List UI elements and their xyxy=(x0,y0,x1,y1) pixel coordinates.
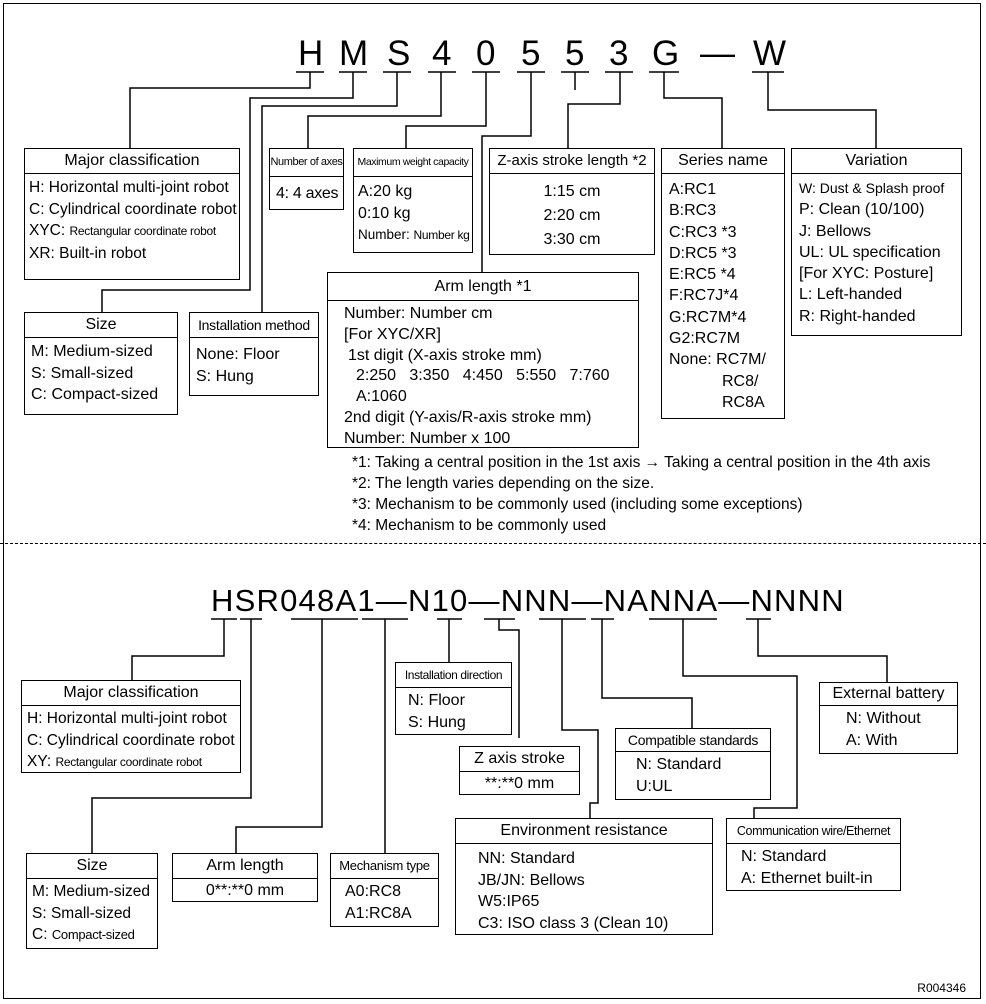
list-item: Number: Number cm xyxy=(344,305,493,322)
list-item: [For XYC: Posture] xyxy=(799,265,934,283)
code-char: 0 xyxy=(280,583,299,618)
installation-method-box xyxy=(189,312,319,396)
list-item: N: Standard xyxy=(741,848,827,865)
list-item: W: Dust & Splash proof xyxy=(799,180,945,196)
code-char: S xyxy=(234,583,257,618)
box-title: Z-axis stroke length *2 xyxy=(490,149,654,174)
list-item: A:RC1 xyxy=(669,181,717,198)
list-item: 4: 4 axes xyxy=(276,185,339,202)
list-item: A:20 kg xyxy=(358,183,413,200)
code-char: M xyxy=(339,34,369,73)
list-item: C3: ISO class 3 (Clean 10) xyxy=(478,914,669,932)
list-item: XR: Built-in robot xyxy=(29,244,147,262)
list-item: H: Horizontal multi-joint robot xyxy=(27,710,227,727)
z-axis-stroke-box xyxy=(459,746,580,795)
code-char: N xyxy=(547,583,572,618)
footnote: *1: Taking a central position in the 1st axis → Taking a central position in the 4th axis xyxy=(352,454,931,471)
code-char: H xyxy=(211,583,235,618)
list-item: RC8/ xyxy=(722,372,759,390)
list-item: 2nd digit (Y-axis/R-axis stroke mm) xyxy=(344,408,592,426)
code-char: 5 xyxy=(565,34,585,73)
list-item: N: Without xyxy=(846,710,921,727)
code-char: — xyxy=(700,34,735,73)
list-item: A1:RC8A xyxy=(345,904,412,922)
list-item: P: Clean (10/100) xyxy=(799,201,925,219)
list-item: None: Floor xyxy=(196,346,280,363)
mechanism-type-box xyxy=(330,853,439,927)
code-char: N xyxy=(797,583,822,618)
code-char: 5 xyxy=(521,34,541,73)
footnote: *2: The length varies depending on the size. xyxy=(352,475,655,492)
code-char: H xyxy=(298,34,324,73)
list-item: B:RC3 xyxy=(669,202,717,220)
list-item: 0:10 kg xyxy=(358,204,411,222)
list-item: W5:IP65 xyxy=(478,893,540,910)
box-title: Variation xyxy=(792,149,961,174)
list-item: None: RC7M/ xyxy=(669,351,766,369)
code-char: A xyxy=(696,583,719,618)
code-char: — xyxy=(571,583,604,618)
code-char: N xyxy=(603,583,628,618)
box-title: Arm length *1 xyxy=(328,273,638,301)
code-char: N xyxy=(774,583,798,618)
box-title: Mechanism type xyxy=(331,854,438,879)
footnotes xyxy=(352,452,930,536)
list-item: 1:15 cm xyxy=(543,183,601,200)
list-item: XYC: Rectangular coordinate robot xyxy=(29,222,216,239)
figure-id: R004346 xyxy=(917,981,966,995)
list-item: C: Cylindrical coordinate robot xyxy=(27,731,235,749)
list-item: N: Standard xyxy=(636,756,722,773)
box-title: Installation method xyxy=(190,313,318,338)
box-title: Compatible standards xyxy=(616,729,770,752)
code-char: R xyxy=(256,583,281,618)
list-item: A0:RC8 xyxy=(345,883,402,900)
footnote: *4: Mechanism to be commonly used xyxy=(352,517,607,534)
list-item: RC8A xyxy=(722,393,765,411)
major-classification-box xyxy=(24,148,240,280)
code-char: N xyxy=(407,583,432,618)
maximum-weight-box xyxy=(353,148,473,253)
list-item: H: Horizontal multi-joint robot xyxy=(29,179,229,196)
code-char: S xyxy=(387,34,411,73)
list-item: JB/JN: Bellows xyxy=(478,871,585,889)
list-item: XY: Rectangular coordinate robot xyxy=(27,753,202,770)
series-name-box xyxy=(661,148,785,419)
box-title: Size xyxy=(25,313,177,338)
list-item: R: Right-handed xyxy=(799,307,916,325)
size-box xyxy=(24,312,178,415)
list-item: S: Small-sized xyxy=(31,364,134,382)
list-item: 1st digit (X-axis stroke mm) xyxy=(348,346,542,364)
arm-length-box xyxy=(172,853,318,902)
list-item: 2:250 3:350 4:450 5:550 7:760 xyxy=(356,367,610,385)
list-item: L: Left-handed xyxy=(799,286,903,304)
list-item: C: Compact-sized xyxy=(32,926,135,943)
list-item: **:**0 mm xyxy=(484,775,555,792)
list-item: G2:RC7M xyxy=(669,330,741,348)
code-char: N xyxy=(649,583,673,618)
bottom-model-code xyxy=(211,583,845,619)
list-item: A: Ethernet built-in xyxy=(741,869,873,887)
code-char: — xyxy=(468,583,501,618)
list-item: NN: Standard xyxy=(478,850,575,867)
list-item: UL: UL specification xyxy=(799,243,941,261)
box-title: Major classification xyxy=(25,149,239,174)
box-title: Communication wire/Ethernet xyxy=(727,819,900,844)
compatible-standards-box xyxy=(615,728,771,800)
list-item: N: Floor xyxy=(408,692,465,709)
box-title: Z axis stroke xyxy=(460,747,579,772)
box-title: Arm length xyxy=(173,854,317,879)
list-item: 3:30 cm xyxy=(543,231,601,248)
code-char: 1 xyxy=(357,583,376,618)
list-item: Number: Number kg xyxy=(358,227,470,242)
number-of-axes-box xyxy=(269,148,344,210)
code-char: — xyxy=(375,583,408,618)
code-char: G xyxy=(652,34,680,73)
code-char: — xyxy=(718,583,751,618)
list-item: G:RC7M*4 xyxy=(669,308,747,326)
list-item: 2:20 cm xyxy=(543,207,601,224)
z-axis-stroke-length-box xyxy=(489,148,655,255)
communication-wire-ethernet-box xyxy=(726,818,901,891)
major-classification-box xyxy=(21,680,241,773)
code-char: N xyxy=(821,583,845,618)
size-box xyxy=(26,853,158,949)
list-item: U:UL xyxy=(636,778,673,795)
arm-length-box xyxy=(327,272,639,448)
code-char: A xyxy=(627,583,650,618)
list-item: M: Medium-sized xyxy=(31,343,153,360)
code-char: N xyxy=(524,583,548,618)
code-char: A xyxy=(335,583,358,618)
list-item: A: With xyxy=(846,732,898,749)
list-item: S: Small-sized xyxy=(32,904,132,922)
list-item: J: Bellows xyxy=(799,222,872,240)
code-char: 4 xyxy=(432,34,452,73)
list-item: S: Hung xyxy=(408,713,466,731)
box-title: Series name xyxy=(662,149,784,174)
code-char: W xyxy=(753,34,787,73)
code-char: N xyxy=(672,583,697,618)
box-title: Environment resistance xyxy=(456,819,712,844)
list-item: D:RC5 *3 xyxy=(669,244,737,262)
box-title: Size xyxy=(27,854,157,879)
list-item: Number: Number x 100 xyxy=(344,429,511,447)
list-item: C: Compact-sized xyxy=(31,386,159,403)
list-item: [For XYC/XR] xyxy=(344,325,441,343)
list-item: M: Medium-sized xyxy=(32,883,150,900)
box-title: Installation direction xyxy=(396,663,511,688)
list-item: 0**:**0 mm xyxy=(205,882,285,899)
code-char: 1 xyxy=(431,583,451,618)
box-title: Major classification xyxy=(22,681,240,706)
list-item: E:RC5 *4 xyxy=(669,266,736,284)
installation-direction-box xyxy=(395,662,512,735)
list-item: C: Cylindrical coordinate robot xyxy=(29,200,237,218)
external-battery-box xyxy=(819,682,958,754)
box-title: External battery xyxy=(820,683,957,706)
code-char: 8 xyxy=(316,583,336,618)
variation-box xyxy=(791,148,962,336)
list-item: F:RC7J*4 xyxy=(669,287,739,305)
code-char: N xyxy=(500,583,525,618)
code-char: 0 xyxy=(476,34,496,73)
list-item: C:RC3 *3 xyxy=(669,223,737,241)
code-char: 0 xyxy=(450,583,469,618)
code-char: 3 xyxy=(609,34,629,73)
list-item: A:1060 xyxy=(356,388,407,406)
code-char: 4 xyxy=(298,583,317,618)
box-title: Maximum weight capacity xyxy=(354,149,472,177)
list-item: S: Hung xyxy=(196,367,254,385)
environment-resistance-box xyxy=(455,818,713,935)
code-char: N xyxy=(750,583,775,618)
footnote: *3: Mechanism to be commonly used (including some exceptions) xyxy=(352,496,803,513)
box-title: Number of axes xyxy=(270,149,343,177)
